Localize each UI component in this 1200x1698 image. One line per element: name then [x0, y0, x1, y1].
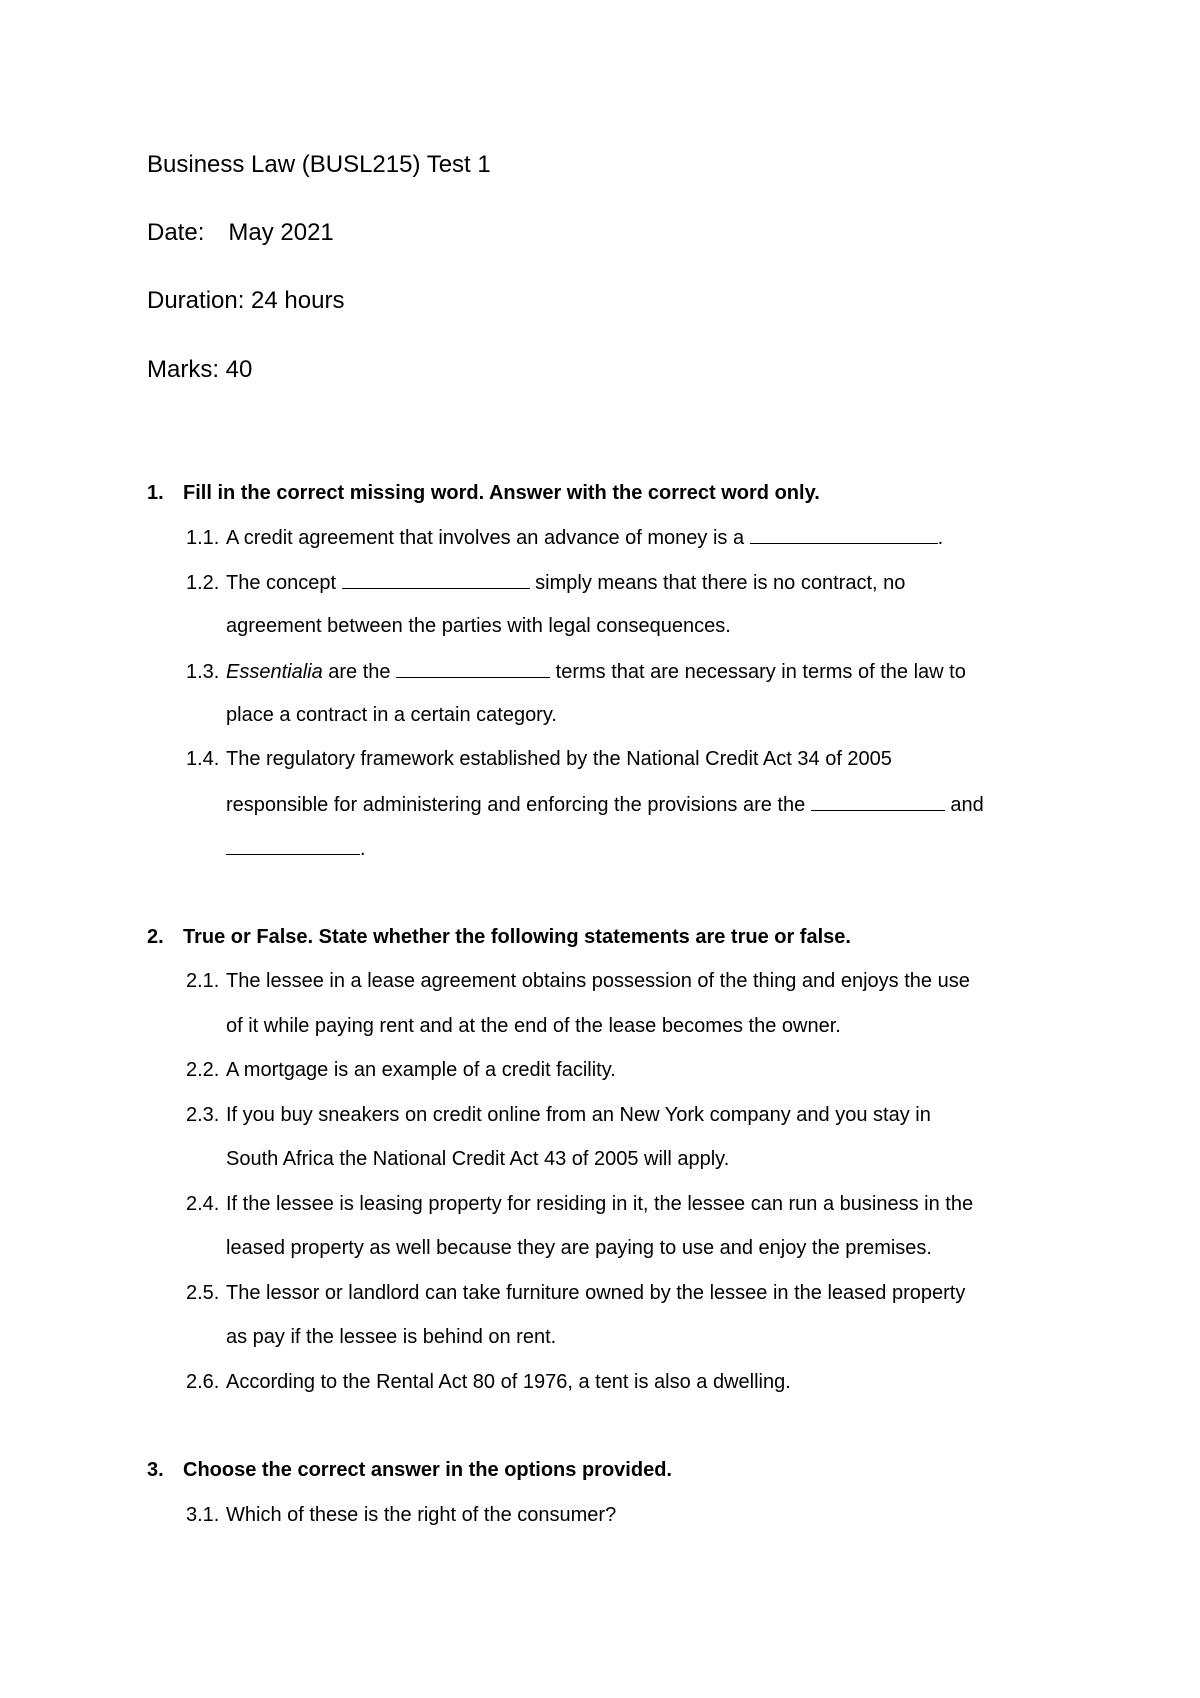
question-1-3: 1.3. Essentialia are the terms that are necessary in terms of the law to	[186, 657, 966, 686]
test-date	[147, 218, 334, 248]
question-1-4-continued: responsible for administering and enforcing the provisions are the and	[226, 790, 984, 819]
answer-blank	[342, 568, 530, 589]
test-duration: Duration: 24 hours	[147, 287, 345, 314]
question-2-4-continued: leased property as well because they are paying to use and enjoy the premises.	[226, 1237, 932, 1259]
question-2-heading: 2. True or False. State whether the following statements are true or false.	[147, 926, 851, 948]
question-2-4: 2.4. If the lessee is leasing property for residing in it, the lessee can run a business in the	[186, 1193, 974, 1215]
question-2-6: 2.6. According to the Rental Act 80 of 1976, a tent is also a dwelling.	[186, 1371, 791, 1393]
question-2-1-continued: of it while paying rent and at the end of the lease becomes the owner.	[226, 1015, 841, 1037]
test-title: Business Law (BUSL215) Test 1	[147, 151, 491, 178]
date-label: Date:	[147, 219, 205, 246]
question-2-2: 2.2. A mortgage is an example of a credit facility.	[186, 1059, 616, 1081]
question-1-2: 1.2. The concept simply means that there is no contract, no	[186, 568, 905, 597]
question-2-1: 2.1. The lessee in a lease agreement obtains possession of the thing and enjoys the use	[186, 970, 970, 992]
question-2-3-continued: South Africa the National Credit Act 43 of 2005 will apply.	[226, 1148, 730, 1170]
question-2-3: 2.3. If you buy sneakers on credit online from an New York company and you stay in	[186, 1104, 931, 1126]
question-1-heading: 1. Fill in the correct missing word. Answer with the correct word only.	[147, 482, 820, 504]
answer-blank	[226, 834, 360, 855]
date-value: May 2021	[228, 219, 334, 246]
question-1-4-continued-2: .	[226, 834, 366, 863]
test-marks: Marks: 40	[147, 356, 253, 383]
answer-blank	[811, 790, 945, 811]
question-1-3-continued: place a contract in a certain category.	[226, 704, 557, 726]
question-3-heading: 3. Choose the correct answer in the options provided.	[147, 1459, 672, 1481]
answer-blank	[396, 657, 550, 678]
answer-blank	[750, 523, 938, 544]
question-2-5-continued: as pay if the lessee is behind on rent.	[226, 1326, 557, 1348]
question-3-1: 3.1. Which of these is the right of the consumer?	[186, 1504, 617, 1526]
question-2-5: 2.5. The lessor or landlord can take furniture owned by the lessee in the leased property	[186, 1282, 966, 1304]
question-1-4: 1.4. The regulatory framework established by the National Credit Act 34 of 2005	[186, 748, 892, 770]
question-1-2-continued: agreement between the parties with legal consequences.	[226, 615, 731, 637]
question-1-1: 1.1. A credit agreement that involves an advance of money is a .	[186, 523, 943, 552]
